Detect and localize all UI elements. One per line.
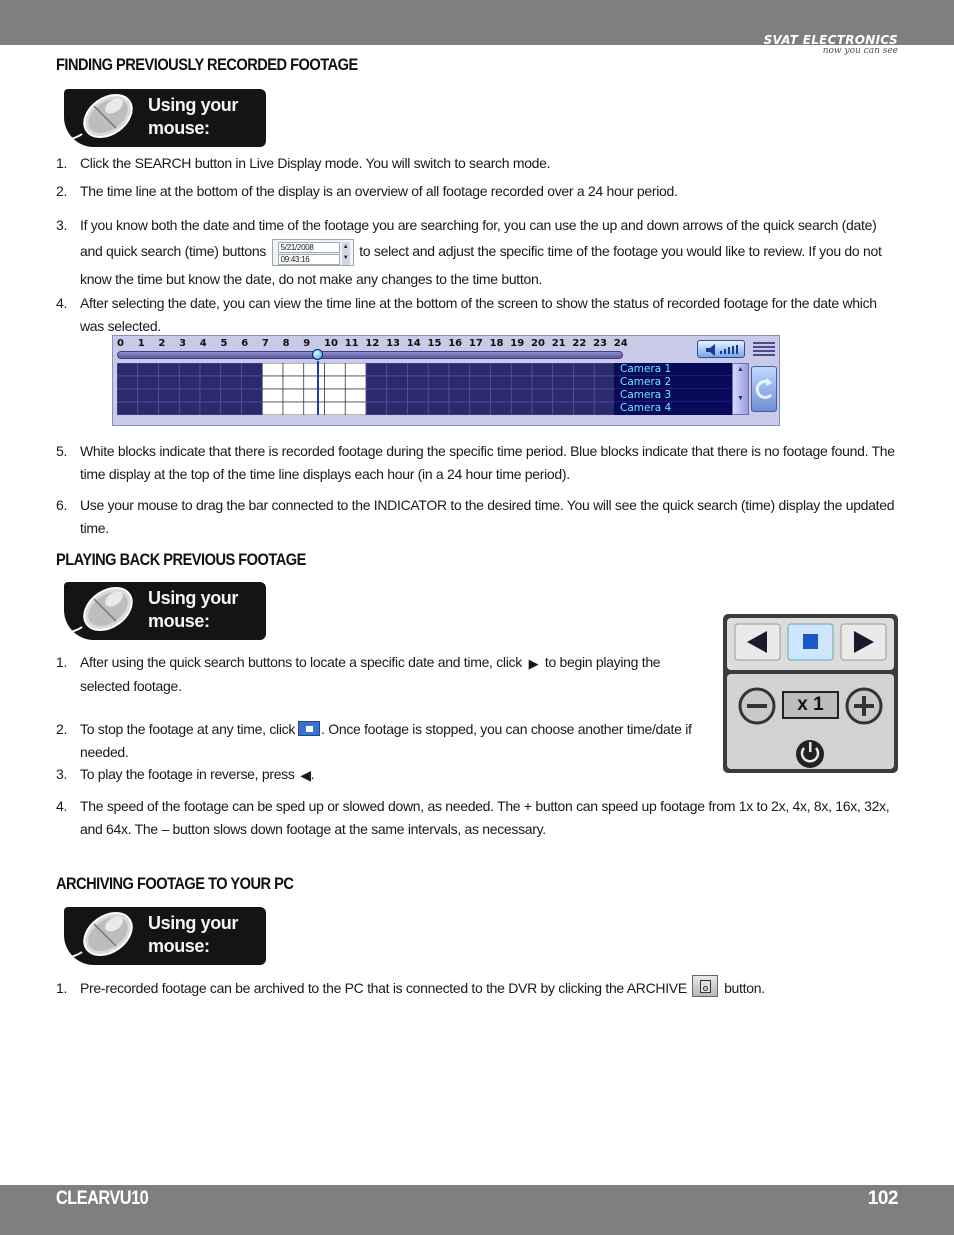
playback-control-panel (723, 614, 898, 773)
empty-block (408, 376, 429, 389)
hour-label: 17 (468, 338, 483, 349)
list-item: 4. The speed of the footage can be sped up or slowed down, as needed. The + button can speed up footage from 1x to 2x, 4x, 8x, 16x, 32x, and 64x. The – button slows down footage at the same intervals, as necessary. (56, 798, 890, 837)
recorded-block (262, 402, 283, 415)
list-item: 3. If you know both the date and time of the footage you are searching for, you can use the up and down arrows of the quick search (date) and quick search (time) buttons 5/21/2008 09:43:16 ▲ ▼ to select and adjust the specific time of the footage you would like to review. If you do not know the time but know the date, do not make any changes to the time button. (56, 217, 882, 287)
refresh-icon (752, 367, 778, 413)
quick-search-time-field[interactable]: 09:43:16 (278, 254, 340, 265)
empty-block (242, 389, 263, 402)
hour-label: 12 (365, 338, 380, 349)
quick-search-date-field[interactable]: 5/21/2008 (278, 242, 340, 253)
hour-label: 18 (489, 338, 504, 349)
empty-block (574, 376, 595, 389)
search-timeline (112, 335, 780, 426)
camera-list-item[interactable]: Camera 1 (614, 363, 732, 376)
empty-block (553, 376, 574, 389)
empty-block (594, 363, 615, 376)
empty-block (117, 402, 138, 415)
empty-block (366, 363, 387, 376)
empty-block (574, 363, 595, 376)
hour-label: 24 (613, 338, 628, 349)
camera-list (614, 363, 732, 415)
hour-label: 13 (386, 338, 401, 349)
using-mouse-badge: Using your mouse: (56, 906, 266, 966)
empty-block (242, 376, 263, 389)
empty-block (553, 363, 574, 376)
timeline-slider-track[interactable] (117, 351, 623, 359)
list-item: 1. Click the SEARCH button in Live Display mode. You will switch to search mode. (56, 155, 551, 171)
empty-block (138, 402, 159, 415)
empty-block (366, 402, 387, 415)
play-button[interactable] (841, 624, 886, 660)
empty-block (179, 363, 200, 376)
recorded-block (304, 389, 325, 402)
empty-block (242, 363, 263, 376)
hour-label: 6 (241, 338, 249, 349)
play-icon[interactable]: ▶ (528, 655, 539, 671)
hour-label: 11 (344, 338, 359, 349)
empty-block (408, 363, 429, 376)
empty-block (366, 376, 387, 389)
empty-block (449, 363, 470, 376)
hour-label: 4 (199, 338, 207, 349)
recorded-block (283, 402, 304, 415)
mouse-icon (56, 581, 152, 643)
empty-block (511, 389, 532, 402)
empty-block (159, 402, 180, 415)
brand-logo (764, 33, 898, 56)
empty-block (532, 402, 553, 415)
empty-block (532, 363, 553, 376)
empty-block (470, 402, 491, 415)
speaker-icon (698, 341, 746, 359)
hour-label: 19 (510, 338, 525, 349)
empty-block (428, 389, 449, 402)
empty-block (138, 389, 159, 402)
hour-label: 3 (179, 338, 187, 349)
hour-label: 7 (261, 338, 269, 349)
section-title-archiving: ARCHIVING FOOTAGE TO YOUR PC (56, 874, 294, 893)
empty-block (387, 363, 408, 376)
recorded-block (262, 363, 283, 376)
hour-label: 20 (531, 338, 545, 349)
stop-button[interactable] (788, 624, 833, 660)
mouse-icon (56, 906, 152, 968)
refresh-button[interactable] (751, 366, 777, 412)
empty-block (366, 389, 387, 402)
hour-label: 14 (406, 338, 421, 349)
empty-block (574, 402, 595, 415)
empty-block (532, 389, 553, 402)
empty-block (242, 402, 263, 415)
timeline-indicator-bar[interactable] (317, 361, 319, 415)
hour-label: 22 (572, 338, 587, 349)
stop-icon[interactable] (298, 721, 320, 736)
empty-block (428, 402, 449, 415)
hour-label: 5 (220, 338, 228, 349)
recorded-block (304, 402, 325, 415)
empty-block (594, 389, 615, 402)
volume-button[interactable] (697, 340, 745, 358)
empty-block (408, 402, 429, 415)
recorded-block (262, 389, 283, 402)
empty-block (532, 376, 553, 389)
empty-block (179, 402, 200, 415)
recorded-block (345, 363, 366, 376)
timeline-hour-labels (117, 338, 637, 350)
empty-block (491, 363, 512, 376)
using-mouse-badge: Using your mouse: (56, 581, 266, 641)
camera-list-scrollbar[interactable] (732, 363, 749, 415)
empty-block (428, 363, 449, 376)
reverse-icon[interactable]: ◀ (300, 766, 311, 783)
section-title-finding-footage: FINDING PREVIOUSLY RECORDED FOOTAGE (56, 55, 358, 74)
hour-label: 1 (137, 338, 145, 349)
recorded-block (283, 363, 304, 376)
mouse-icon (56, 88, 152, 150)
recorded-block (325, 402, 346, 415)
empty-block (449, 402, 470, 415)
recorded-block (345, 389, 366, 402)
empty-block (511, 376, 532, 389)
quick-search-date-time-button[interactable] (272, 239, 354, 266)
recorded-block (345, 376, 366, 389)
section-title-playing-back: PLAYING BACK PREVIOUS FOOTAGE (56, 550, 306, 569)
empty-block (200, 376, 221, 389)
empty-block (408, 389, 429, 402)
list-item: 1. Pre-recorded footage can be archived to the PC that is connected to the DVR by clicking the ARCHIVE button. (56, 977, 896, 1000)
hour-label: 2 (158, 338, 166, 349)
empty-block (491, 402, 512, 415)
empty-block (200, 402, 221, 415)
recording-grid (117, 363, 615, 415)
recorded-block (325, 376, 346, 389)
empty-block (491, 389, 512, 402)
recorded-block (283, 376, 304, 389)
using-mouse-badge: Using your mouse: (56, 88, 266, 148)
empty-block (387, 402, 408, 415)
empty-block (159, 363, 180, 376)
empty-block (221, 363, 242, 376)
empty-block (138, 376, 159, 389)
up-down-arrows-icon[interactable]: ▲ ▼ (342, 242, 350, 265)
list-item: 4. After selecting the date, you can view the time line at the bottom of the screen to show the status of recorded footage for the date which was selected. (56, 295, 877, 334)
empty-block (159, 376, 180, 389)
camera-list-item[interactable]: Camera 2 (614, 376, 732, 389)
list-item: 3. To play the footage in reverse, press ◀. (56, 763, 896, 787)
hour-label: 0 (117, 338, 124, 349)
empty-block (117, 376, 138, 389)
empty-block (179, 376, 200, 389)
list-item: 1. After using the quick search buttons to locate a specific date and time, click ▶ to begin playing the selected footage. (56, 651, 706, 698)
empty-block (159, 389, 180, 402)
empty-block (200, 389, 221, 402)
hour-label: 9 (303, 338, 311, 349)
empty-block (387, 376, 408, 389)
speed-label: x 1 (797, 694, 824, 715)
empty-block (470, 376, 491, 389)
empty-block (594, 402, 615, 415)
recorded-block (283, 389, 304, 402)
brand-tagline: now you can see (822, 46, 898, 56)
empty-block (221, 376, 242, 389)
speed-up-button[interactable] (847, 689, 881, 723)
hour-label: 10 (324, 338, 338, 349)
page-number: 102 (867, 1188, 898, 1209)
empty-block (574, 389, 595, 402)
empty-block (449, 376, 470, 389)
scroll-up-icon[interactable]: ▲ (737, 366, 744, 373)
list-item: 5. White blocks indicate that there is recorded footage during the specific time period. Blue blocks indicate that there is no footage found. The time display at the top of the time line displays each hour (in a 24 hour time period). (56, 443, 895, 482)
recorded-block (325, 363, 346, 376)
empty-block (138, 363, 159, 376)
empty-block (470, 363, 491, 376)
empty-block (428, 376, 449, 389)
list-item: 2. To stop the footage at any time, click . Once footage is stopped, you can choose another time/date if needed. (56, 721, 692, 760)
scroll-down-icon[interactable]: ▼ (737, 395, 744, 402)
timeline-menu-icon[interactable] (753, 342, 775, 356)
list-item: 2. The time line at the bottom of the display is an overview of all footage recorded over a 24 hour period. (56, 183, 678, 199)
empty-block (449, 389, 470, 402)
hour-label: 23 (593, 338, 608, 349)
empty-block (553, 402, 574, 415)
hour-label: 8 (282, 338, 290, 349)
list-item: 6. Use your mouse to drag the bar connected to the INDICATOR to the desired time. You will see the quick search (time) display the updated time. (56, 497, 895, 536)
empty-block (221, 389, 242, 402)
product-name: CLEARVU10 (56, 1188, 149, 1209)
hour-label: 16 (448, 338, 463, 349)
empty-block (179, 389, 200, 402)
recorded-block (304, 376, 325, 389)
camera-list-item[interactable]: Camera 3 (614, 389, 732, 402)
empty-block (511, 402, 532, 415)
recorded-block (325, 389, 346, 402)
recorded-block (345, 402, 366, 415)
empty-block (470, 389, 491, 402)
empty-block (200, 363, 221, 376)
recorded-block (304, 363, 325, 376)
empty-block (387, 389, 408, 402)
archive-icon[interactable] (692, 975, 718, 997)
empty-block (511, 363, 532, 376)
camera-list-item[interactable]: Camera 4 (620, 402, 672, 414)
hour-label: 21 (551, 338, 566, 349)
empty-block (594, 376, 615, 389)
hour-label: 15 (427, 338, 442, 349)
slow-down-button[interactable] (740, 689, 774, 723)
recorded-block (262, 376, 283, 389)
empty-block (117, 389, 138, 402)
empty-block (221, 402, 242, 415)
empty-block (491, 376, 512, 389)
empty-block (117, 363, 138, 376)
reverse-button[interactable] (735, 624, 780, 660)
brand-name: SVAT ELECTRONICS (763, 33, 898, 47)
empty-block (553, 389, 574, 402)
